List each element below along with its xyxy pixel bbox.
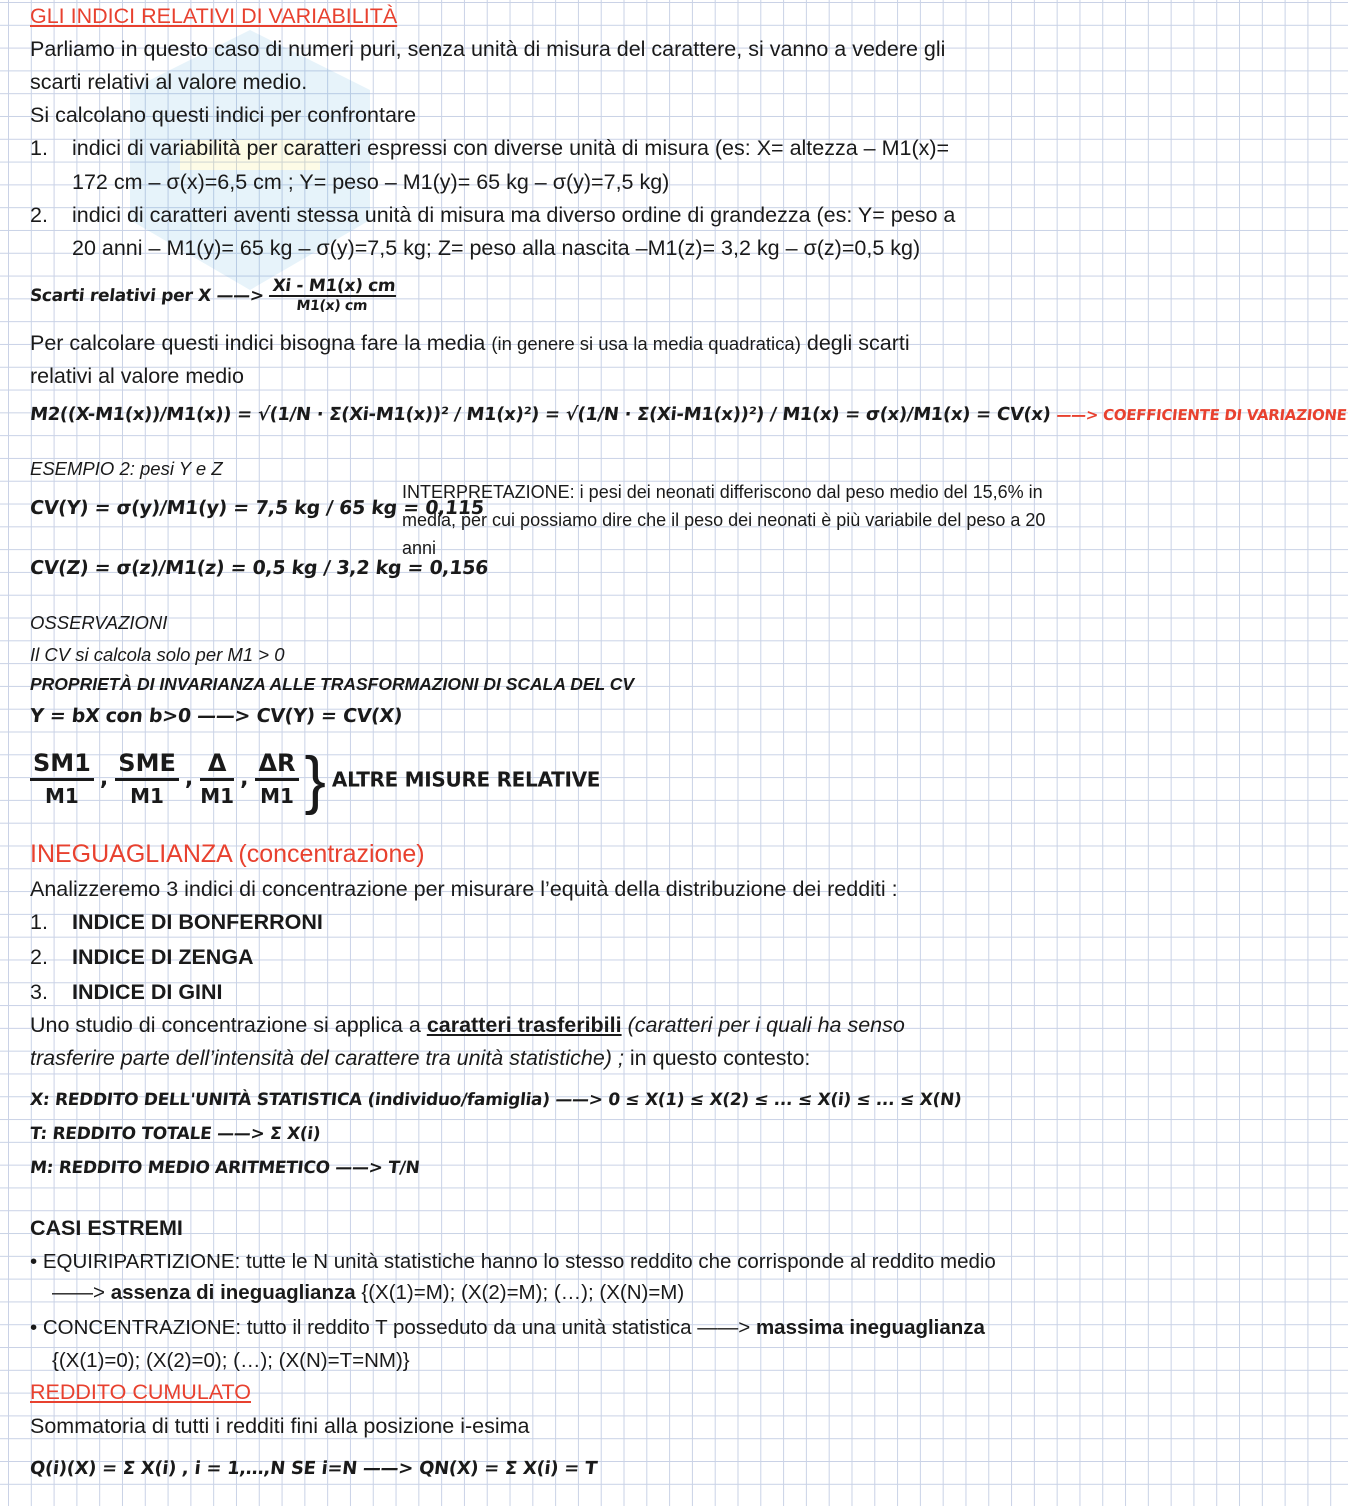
scarti-numerator: Xi - M1(x) cm — [269, 277, 398, 297]
frac-delta-r — [255, 748, 298, 811]
studio-text: Uno studio di concentrazione si applica a — [30, 1013, 421, 1037]
cv-formula-arrow: ——> COEFFICIENTE DI VARIAZIONE — [1055, 406, 1348, 424]
studio-italic: (caratteri per i quali ha senso — [627, 1013, 905, 1037]
cumulato-formula: Q(i)(X) = Σ X(i) , i = 1,…,N SE i=N ——> QN(X) = Σ X(i) = T — [28, 1458, 599, 1479]
list-number: 2. — [30, 203, 48, 227]
casi-estremi-heading: CASI ESTREMI — [30, 1216, 183, 1240]
frac-den: M1 — [260, 783, 294, 808]
indice-label: INDICE DI ZENGA — [72, 945, 254, 969]
list-number: 1. — [30, 136, 48, 160]
list-item-2 — [30, 199, 955, 232]
studio-text-2: in questo contesto: — [629, 1046, 811, 1070]
list-number: 2. — [30, 945, 48, 969]
frac-num: ΔR — [255, 748, 298, 781]
media-text-end: degli scarti — [806, 331, 910, 355]
cvy-formula: CV(Y) = σ(y)/M1(y) = 7,5 kg / 65 kg = 0,115 — [28, 497, 485, 519]
cvz-formula: CV(Z) = σ(z)/M1(z) = 0,5 kg / 3,2 kg = 0,156 — [28, 557, 490, 579]
scarti-label: Scarti relativi per X ——> — [28, 286, 265, 306]
def-m: M: REDDITO MEDIO ARITMETICO ——> T/N — [29, 1158, 421, 1178]
media-line-1 — [30, 327, 910, 360]
invarianza-formula: Y = bX con b>0 ——> CV(Y) = CV(X) — [28, 705, 404, 727]
indice-item — [30, 941, 254, 974]
section-title-ineguaglianza: INEGUAGLIANZA (concentrazione) — [30, 840, 425, 868]
list-number: 3. — [30, 980, 48, 1004]
section-title-reddito-cumulato: REDDITO CUMULATO — [30, 1380, 251, 1404]
frac-den: M1 — [200, 783, 235, 808]
frac-num: SME — [115, 748, 179, 781]
indice-item — [30, 906, 323, 939]
media-text: Per calcolare questi indici bisogna fare la media — [30, 331, 486, 355]
osservazioni-label: OSSERVAZIONI — [30, 612, 168, 633]
studio-keyword: caratteri trasferibili — [426, 1013, 622, 1037]
frac-num: SM1 — [30, 748, 94, 781]
media-line-2: relativi al valore medio — [30, 364, 244, 388]
cv-formula-text: M2((X-M1(x))/M1(x)) = √(1/N · Σ(Xi-M1(x))² / M1(x)²) = √(1/N · Σ(Xi-M1(x))²) / M1(x) = σ(x)/M1(x) = CV(x) — [28, 404, 1052, 425]
conc-text: • CONCENTRAZIONE: tutto il reddito T posseduto da una unità statistica ——> — [30, 1316, 751, 1339]
equi-keyword: assenza di ineguaglianza — [110, 1281, 356, 1304]
scarti-relativi-formula — [28, 276, 399, 316]
frac-den: M1 — [45, 783, 79, 808]
cv-formula — [28, 398, 1348, 432]
studio-line-1 — [30, 1009, 905, 1042]
list-number: 1. — [30, 910, 48, 934]
frac-sme — [115, 748, 179, 811]
list-text: indici di caratteri aventi stessa unità di misura ma diverso ordine di grandezza (es: Y= peso a — [72, 203, 956, 227]
indice-item — [30, 976, 223, 1009]
intro-line-2: scarti relativi al valore medio. — [30, 70, 308, 94]
frac-delta — [200, 748, 234, 811]
proprieta-heading: PROPRIETÀ DI INVARIANZA ALLE TRASFORMAZIONI DI SCALA DEL CV — [30, 674, 635, 694]
equi-line-1: • EQUIRIPARTIZIONE: tutte le N unità statistiche hanno lo stesso reddito che corrisponde al reddito medio — [30, 1250, 996, 1273]
list-item-2-cont: 20 anni – M1(y)= 65 kg – σ(y)=7,5 kg; Z= peso alla nascita –M1(z)= 3,2 kg – σ(z)=0,5 kg) — [72, 236, 921, 260]
altre-misure-label: ALTRE MISURE RELATIVE — [331, 767, 601, 792]
intro-line-1: Parliamo in questo caso di numeri puri, senza unità di misura del carattere, si vanno a vedere gli — [30, 37, 946, 61]
equi-line-2 — [30, 1276, 684, 1309]
brace-icon: } — [304, 743, 326, 816]
def-t: T: REDDITO TOTALE ——> Σ X(i) — [29, 1124, 322, 1144]
indice-label: INDICE DI GINI — [72, 980, 223, 1004]
indice-label: INDICE DI BONFERRONI — [72, 910, 323, 934]
frac-num: Δ — [200, 748, 234, 781]
conc-line-2: {(X(1)=0); (X(2)=0); (…); (X(N)=T=NM)} — [52, 1349, 410, 1372]
frac-sm1 — [30, 748, 94, 811]
scarti-fraction — [267, 277, 398, 315]
cumulato-text: Sommatoria di tutti i redditi fini alla posizione i-esima — [30, 1414, 530, 1438]
altre-misure-row: SM1 M1 , SME M1 , Δ M1 , ΔR M1 } ALTRE MISURE RELATIVE — [30, 746, 600, 811]
studio-italic-2: trasferire parte dell’intensità del carattere tra unità statistiche) ; — [30, 1046, 624, 1070]
conc-keyword: massima ineguaglianza — [755, 1316, 985, 1339]
list-item-1 — [30, 132, 949, 165]
cv-condition: Il CV si calcola solo per M1 > 0 — [30, 644, 285, 665]
list-text: indici di variabilità per caratteri espressi con diverse unità di misura (es: X= altezza – M1(x)= — [72, 136, 950, 160]
confront-line: Si calcolano questi indici per confrontare — [30, 103, 417, 127]
arrow: ——> — [52, 1281, 105, 1304]
media-paren: (in genere si usa la media quadratica) — [491, 333, 801, 354]
studio-line-2 — [30, 1042, 810, 1075]
def-x: X: REDDITO DELL'UNITÀ STATISTICA (individuo/famiglia) ——> 0 ≤ X(1) ≤ X(2) ≤ ... ≤ X(i) ≤ ... ≤ X(N) — [29, 1090, 963, 1110]
scarti-denominator: M1(x) cm — [295, 298, 369, 314]
ineg-intro: Analizzeremo 3 indici di concentrazione per misurare l’equità della distribuzione dei redditi : — [30, 877, 898, 901]
equi-set: {(X(1)=M); (X(2)=M); (…); (X(N)=M) — [361, 1281, 685, 1304]
esempio-label: ESEMPIO 2: pesi Y e Z — [30, 458, 223, 479]
conc-line-1 — [30, 1311, 985, 1344]
section-title-indici-relativi: GLI INDICI RELATIVI DI VARIABILITÀ — [30, 4, 398, 28]
list-item-1-cont: 172 cm – σ(x)=6,5 cm ; Y= peso – M1(y)= 65 kg – σ(y)=7,5 kg) — [72, 170, 670, 194]
frac-den: M1 — [130, 783, 164, 808]
interpretazione-box: INTERPRETAZIONE: i pesi dei neonati differiscono dal peso medio del 15,6% in media, per cui possiamo dire che il peso dei neonati è più variabile del peso a 20 anni — [402, 482, 1046, 558]
